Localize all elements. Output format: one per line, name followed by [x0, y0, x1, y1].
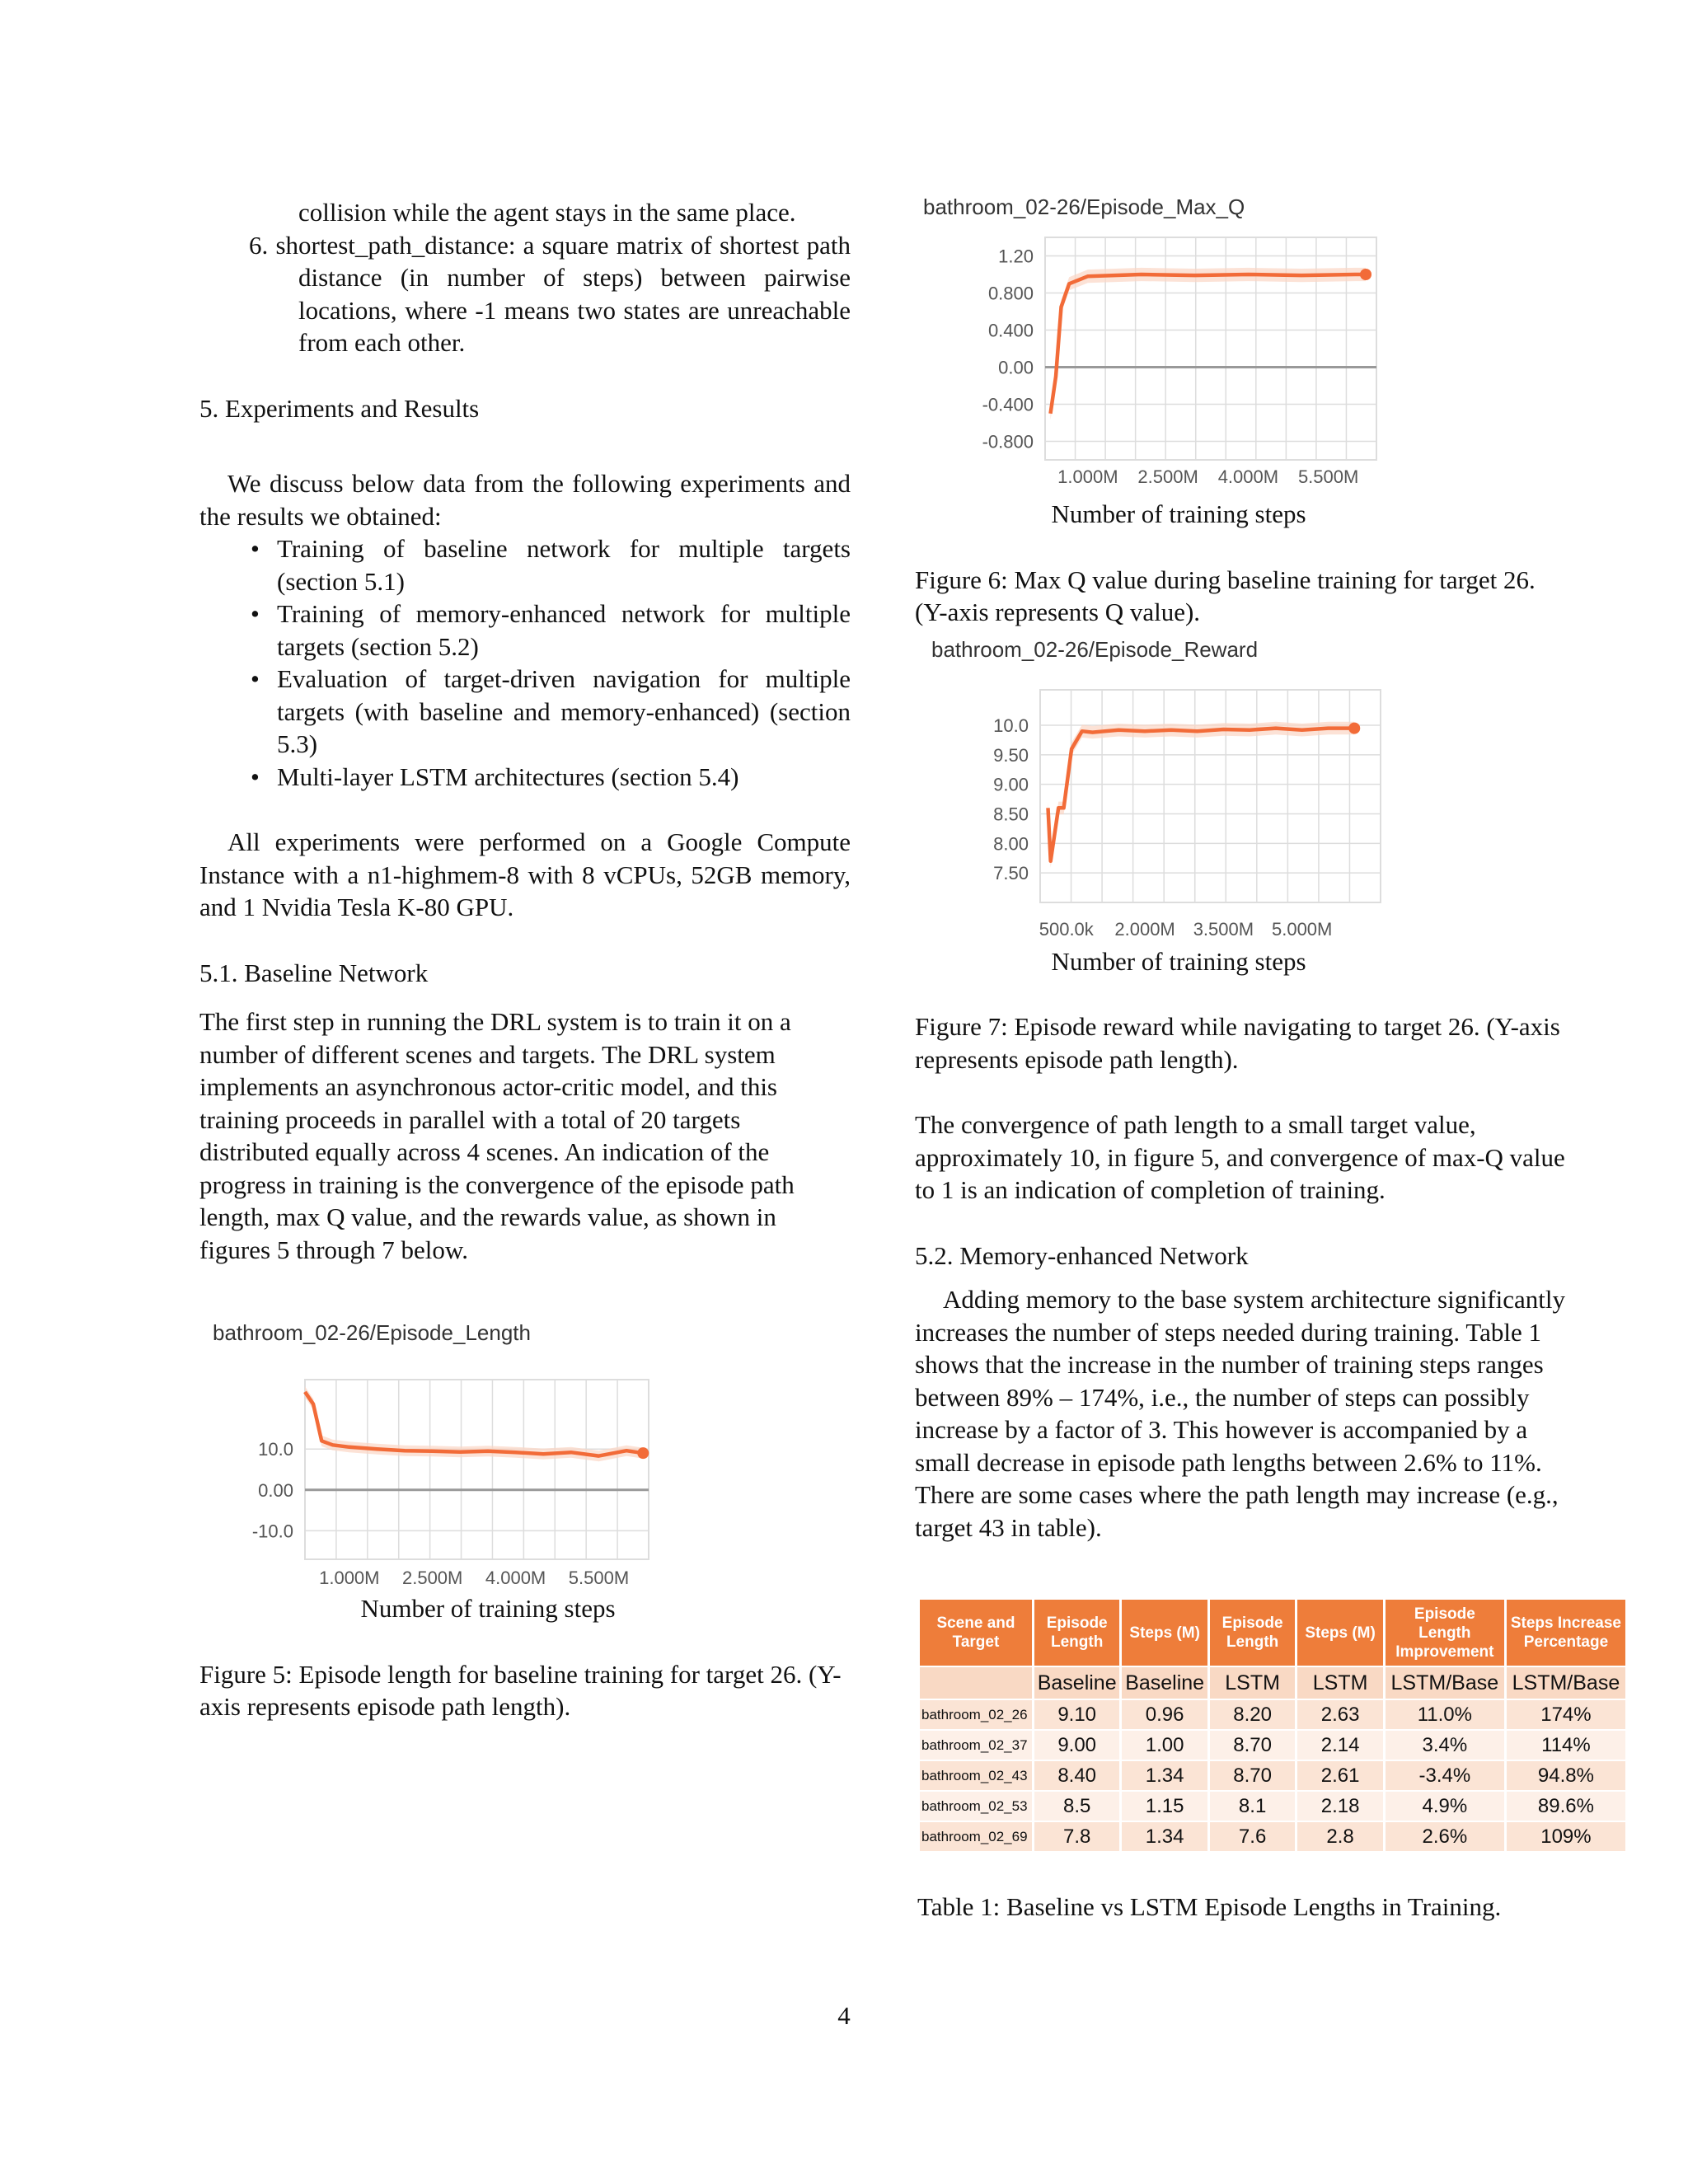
y-tick-label: 10.0	[258, 1439, 293, 1460]
series-variance-band	[1048, 721, 1355, 867]
figure-7-axis-caption: Number of training steps	[1051, 946, 1306, 976]
x-tick-label: 5.500M	[568, 1568, 630, 1588]
figure-5-caption: Figure 5: Episode length for baseline training for target 26. (Y-axis represents episode path length).	[199, 1659, 842, 1721]
bullet-icon: •	[251, 534, 260, 563]
convergence-paragraph: The convergence of path length to a small target value, approximately 10, in figure 5, and convergence of max-Q value to 1 is an indication of completion of training.	[915, 1110, 1565, 1204]
figure-6-chart	[915, 188, 1574, 501]
right-column	[915, 196, 1574, 1544]
chart-title: bathroom_02-26/Episode_Length	[213, 1320, 531, 1345]
series-end-point	[1348, 722, 1360, 733]
x-tick-label: 1.000M	[1057, 466, 1118, 487]
results-table	[917, 1598, 1628, 1853]
list-item: • Multi-layer LSTM architectures (section 5.4)	[199, 761, 851, 794]
page-number: 4	[837, 2001, 851, 2030]
table-header-row	[920, 1600, 1625, 1666]
left-column	[199, 196, 851, 1723]
list-item: • Training of baseline network for multiple targets (section 5.1)	[251, 534, 851, 596]
table-row: bathroom_02_43 8.40 1.34 8.70 2.61 -3.4% 94.8%	[920, 1761, 1625, 1790]
y-tick-label: 9.50	[993, 744, 1029, 766]
y-tick-label: 0.800	[987, 283, 1034, 304]
table-header-cell: Episode Length	[1034, 1600, 1119, 1666]
table-row: bathroom_02_53 8.5 1.15 8.1 2.18 4.9% 89.6%	[920, 1792, 1625, 1821]
bullet-icon: •	[251, 664, 260, 693]
y-tick-label: 0.00	[998, 357, 1034, 378]
figure-7-chart	[915, 630, 1574, 950]
memory-paragraph: Adding memory to the base system architecture significantly increases the number of steps needed during training. Table 1 shows that the increase in the number of training steps ranges between 89% – 174%, i.e., the number of steps can possibly increase by a factor of 3. This however is accompanied by a small decrease in episode path lengths between 2.6% to 11%. There are some cases where the path length may increase (e.g., target 43 in table).	[915, 1285, 1565, 1542]
y-tick-label: -0.800	[982, 431, 1034, 452]
list-item-6	[199, 229, 851, 359]
y-tick-label: 7.50	[993, 862, 1029, 883]
section-51-heading: 5.1. Baseline Network	[199, 958, 429, 987]
series-end-point	[1360, 269, 1372, 280]
y-tick-label: 8.50	[993, 804, 1029, 824]
intro-paragraph: We discuss below data from the following experiments and the results we obtained:	[199, 469, 851, 531]
x-tick-label: 2.500M	[1137, 466, 1198, 487]
plot-frame	[305, 1380, 649, 1559]
y-tick-label: -10.0	[251, 1521, 293, 1542]
table-row: bathroom_02_69 7.8 1.34 7.6 2.8 2.6% 109%	[920, 1822, 1625, 1851]
list-continuation: collision while the agent stays in the same place.	[298, 198, 796, 227]
experiment-list	[199, 532, 851, 793]
y-tick-label: 9.00	[993, 774, 1029, 795]
x-tick-label: 1.000M	[319, 1568, 380, 1588]
x-tick-label: 5.000M	[1271, 918, 1333, 940]
x-tick-label: 5.500M	[1297, 466, 1359, 487]
list-item: • Training of memory-enhanced network for multiple targets (section 5.2)	[251, 599, 851, 661]
table-1-caption: Table 1: Baseline vs LSTM Episode Lengths in Training.	[917, 1892, 1502, 1921]
plot-frame	[1040, 690, 1381, 902]
table-header-cell: Episode Length Improvement	[1386, 1600, 1504, 1666]
x-tick-label: 4.000M	[485, 1568, 546, 1588]
x-tick-label: 2.000M	[1114, 918, 1175, 940]
x-tick-label: 3.500M	[1193, 918, 1254, 940]
compute-paragraph: All experiments were performed on a Google Compute Instance with a n1-highmem-8 with 8 vCPUs, 52GB memory, and 1 Nvidia Tesla K-80 GPU.	[199, 827, 851, 921]
chart-title: bathroom_02-26/Episode_Max_Q	[923, 194, 1245, 219]
series-line	[1051, 274, 1367, 414]
list-item-6-number: 6.	[249, 230, 269, 260]
baseline-paragraph: The first step in running the DRL system is to train it on a number of different scenes and targets. The DRL system implements an asynchronous actor-critic model, and this training proceeds in parallel with a total of 20 targets distributed equally across 4 scenes. An indication of the progress in training is the convergence of the episode path length, max Q value, and the rewards value, as shown in figures 5 through 7 below.	[199, 1007, 795, 1264]
table-row: bathroom_02_26 9.10 0.96 8.20 2.63 11.0% 174%	[920, 1700, 1625, 1729]
y-tick-label: 1.20	[998, 246, 1034, 267]
x-tick-label: 500.0k	[1039, 918, 1094, 940]
chart-title: bathroom_02-26/Episode_Reward	[931, 636, 1259, 662]
bullet-icon: •	[251, 599, 260, 628]
table-1	[917, 1598, 1626, 1922]
figure-5-axis-caption: Number of training steps	[360, 1594, 616, 1623]
table-header-cell: Steps (M)	[1297, 1600, 1382, 1666]
y-tick-label: 10.0	[993, 715, 1029, 736]
y-tick-label: -0.400	[982, 394, 1034, 415]
figure-7-caption: Figure 7: Episode reward while navigating to target 26. (Y-axis represents episode path length).	[915, 1012, 1560, 1074]
table-header-cell: Steps (M)	[1122, 1600, 1207, 1666]
series-end-point	[637, 1447, 649, 1459]
figure-6-axis-caption: Number of training steps	[1051, 499, 1306, 528]
table-header-cell: Scene and Target	[920, 1600, 1032, 1666]
series-variance-band	[1051, 268, 1367, 420]
figure-6-caption: Figure 6: Max Q value during baseline training for target 26. (Y-axis represents Q value).	[915, 565, 1536, 626]
list-item-6-text: shortest_path_distance: a square matrix of shortest path distance (in number of steps) between pairwise locations, where -1 means two states are unreachable from each other.	[275, 230, 851, 357]
bullet-icon: •	[251, 762, 260, 791]
list-item: • Evaluation of target-driven navigation for multiple targets (with baseline and memory-enhanced) (section 5.3)	[251, 664, 851, 758]
figure-5-chart	[199, 1297, 851, 1596]
x-tick-label: 4.000M	[1217, 466, 1279, 487]
section-52-heading: 5.2. Memory-enhanced Network	[915, 1240, 1249, 1270]
table-subheader-row: Baseline Baseline LSTM LSTM LSTM/Base LSTM/Base	[920, 1667, 1625, 1699]
x-tick-label: 2.500M	[401, 1568, 463, 1588]
series-line	[1048, 728, 1355, 860]
y-tick-label: 0.00	[258, 1479, 293, 1501]
y-tick-label: 0.400	[987, 320, 1034, 341]
table-header-cell: Steps Increase Percentage	[1507, 1600, 1625, 1666]
section-5-heading: 5. Experiments and Results	[199, 393, 480, 423]
table-header-cell: Episode Length	[1210, 1600, 1295, 1666]
y-tick-label: 8.00	[993, 832, 1029, 854]
table-row: bathroom_02_37 9.00 1.00 8.70 2.14 3.4% 114%	[920, 1731, 1625, 1760]
